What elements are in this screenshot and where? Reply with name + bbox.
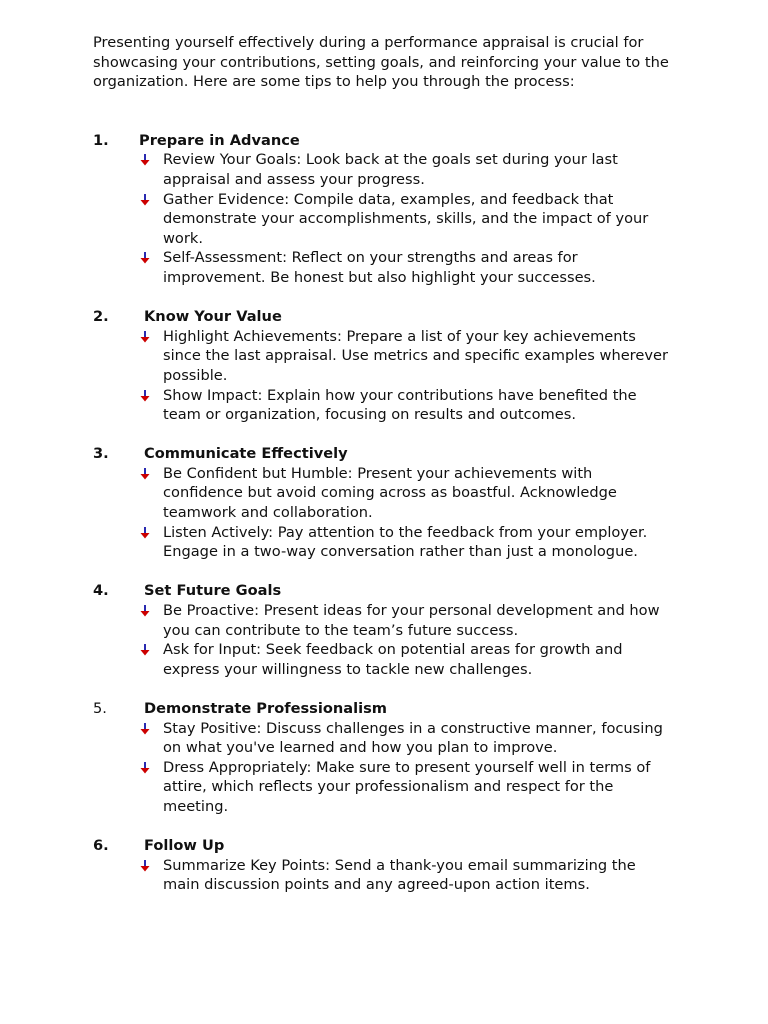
down-arrow-bullet-icon [140,154,150,166]
tip-section [93,444,673,562]
section-title: Prepare in Advance [139,131,300,149]
down-arrow-bullet-icon [140,390,150,402]
section-number: 5. [93,700,107,717]
bullet-list [93,856,673,895]
section-heading [93,307,673,327]
down-arrow-bullet-icon [140,194,150,206]
section-heading [93,581,673,601]
bullet-item [93,601,673,640]
bullet-text: Summarize Key Points: Send a thank-you email summarizing the main discussion points and any agreed-upon action items. [163,856,636,894]
bullet-item [93,758,673,817]
bullet-text: Be Confident but Humble: Present your achievements with confidence but avoid coming across as boastful. Acknowledge teamwork and collaboration. [163,464,617,522]
intro-paragraph: Presenting yourself effectively during a performance appraisal is crucial for showcasing your contributions, setting goals, and reinforcing your value to the organization. Here are some tips to help you through the process: [93,34,669,91]
bullet-item [93,464,673,523]
section-title: Set Future Goals [144,582,282,600]
bullet-item [93,719,673,758]
bullet-text: Ask for Input: Seek feedback on potential areas for growth and express your willingness to tackle new challenges. [163,641,623,678]
down-arrow-bullet-icon [140,644,150,656]
section-title: Follow Up [144,837,225,855]
bullet-text: Stay Positive: Discuss challenges in a constructive manner, focusing on what you've learned and how you plan to improve. [163,719,663,757]
tip-section [93,131,673,288]
tip-section [93,307,673,425]
section-heading [93,836,673,856]
bullet-text: Highlight Achievements: Prepare a list of your key achievements since the last appraisal. Use metrics and specific examples wherever possible. [163,327,668,384]
bullet-item [93,856,673,895]
section-title: Communicate Effectively [144,445,348,463]
section-title: Demonstrate Professionalism [144,700,387,717]
section-heading [93,444,673,464]
down-arrow-bullet-icon [140,605,150,617]
section-number: 3. [93,445,109,463]
bullet-item [93,150,673,189]
down-arrow-bullet-icon [140,723,150,735]
section-title: Know Your Value [144,308,282,326]
tip-section [93,836,673,895]
section-number: 1. [93,131,109,149]
down-arrow-bullet-icon [140,860,150,872]
bullet-item [93,640,673,679]
section-number: 6. [93,837,109,855]
bullet-text: Listen Actively: Pay attention to the feedback from your employer. Engage in a two-way conversation rather than just a monologue. [163,523,648,561]
down-arrow-bullet-icon [140,252,150,264]
bullet-item [93,523,673,562]
section-heading [93,699,673,719]
bullet-list [93,327,673,425]
bullet-text: Review Your Goals: Look back at the goals set during your last appraisal and assess your progress. [163,151,618,188]
bullet-text: Dress Appropriately: Make sure to present yourself well in terms of attire, which reflects your professionalism and respect for the meeting. [163,758,651,815]
tips-list [93,131,673,895]
bullet-text: Show Impact: Explain how your contributions have benefited the team or organization, focusing on results and outcomes. [163,386,637,424]
section-number: 2. [93,308,109,326]
down-arrow-bullet-icon [140,527,150,539]
section-number: 4. [93,582,109,600]
bullet-text: Gather Evidence: Compile data, examples, and feedback that demonstrate your accomplishments, skills, and the impact of your work. [163,190,649,247]
bullet-text: Be Proactive: Present ideas for your personal development and how you can contribute to the team’s future success. [163,602,660,639]
tip-section [93,581,673,679]
bullet-item [93,190,673,249]
tip-section [93,699,673,817]
bullet-list [93,719,673,817]
bullet-list [93,601,673,679]
down-arrow-bullet-icon [140,762,150,774]
bullet-item [93,248,673,287]
bullet-list [93,464,673,562]
bullet-item [93,386,673,425]
down-arrow-bullet-icon [140,468,150,480]
document-page [93,33,673,915]
bullet-item [93,327,673,386]
section-heading [93,131,673,151]
bullet-text: Self-Assessment: Reflect on your strengths and areas for improvement. Be honest but also highlight your successes. [163,249,596,286]
down-arrow-bullet-icon [140,331,150,343]
bullet-list [93,150,673,287]
